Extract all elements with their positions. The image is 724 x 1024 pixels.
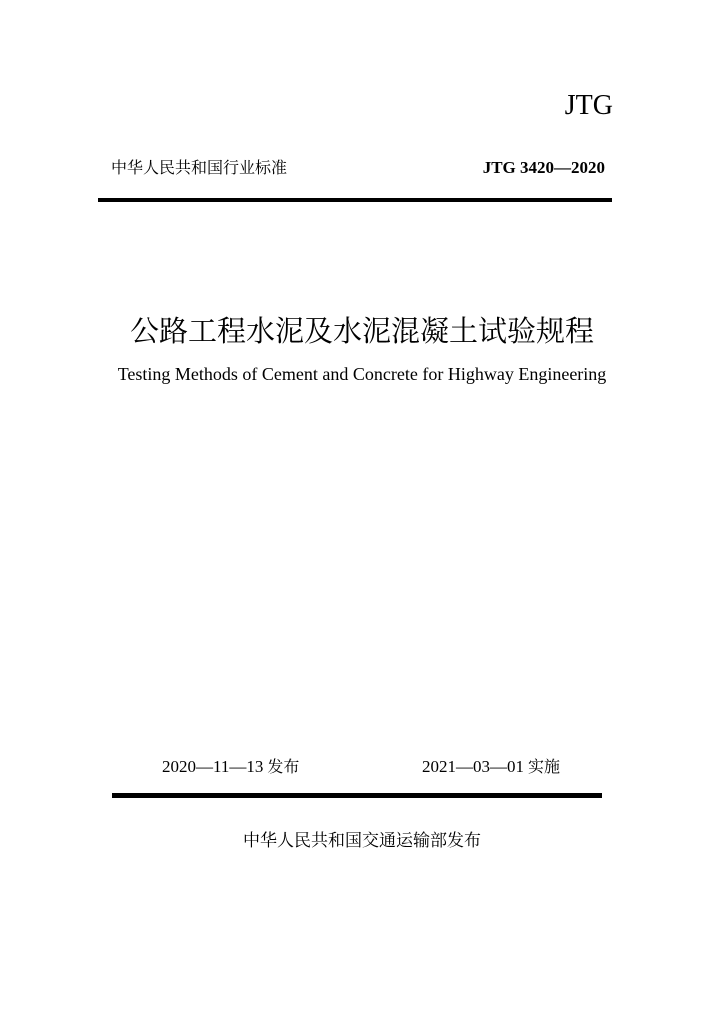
effective-date-block — [422, 756, 560, 779]
series-code: JTG — [564, 90, 613, 121]
document-title-chinese: 公路工程水泥及水泥混凝土试验规程 — [129, 314, 594, 348]
publisher: 中华人民共和国交通运输部发布 — [243, 831, 481, 851]
bottom-divider — [112, 793, 602, 798]
standard-category: 中华人民共和国行业标准 — [111, 158, 288, 177]
issue-date: 2020—11—13 — [162, 757, 264, 776]
document-title-english: Testing Methods of Cement and Concrete for Highway Engineering — [117, 364, 607, 384]
effective-label: 实施 — [528, 757, 561, 776]
top-divider — [98, 198, 612, 202]
issue-label: 发布 — [267, 757, 300, 776]
issue-date-block — [162, 756, 299, 779]
standard-number: JTG 3420—2020 — [482, 158, 605, 177]
effective-date: 2021—03—01 — [422, 757, 524, 776]
